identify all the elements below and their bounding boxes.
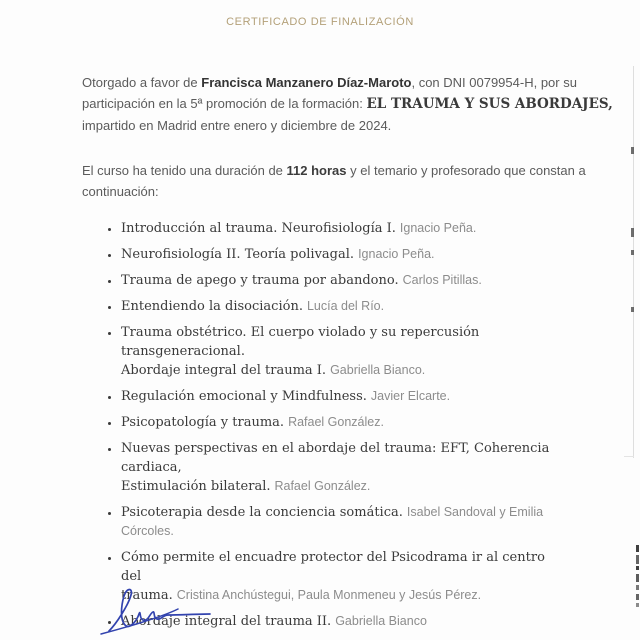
intro-paragraph [82, 72, 613, 136]
duration-line-2: continuación: [82, 184, 159, 199]
signature [96, 584, 216, 640]
scan-artifact-speck [631, 228, 634, 237]
duration-text: y el temario y profesorado que constan a [346, 163, 586, 178]
syllabus-list [82, 219, 560, 631]
topic-text: Abordaje integral del trauma II. [121, 614, 332, 629]
syllabus-item [121, 503, 560, 541]
instructor-text: Cristina Anchústegui, Paula Monmeneu y Jesús Pérez. [176, 588, 482, 602]
topic-text: Trauma de apego y trauma por abandono. [121, 273, 399, 288]
intro-text: , con DNI 0079954-H, por su [411, 75, 577, 90]
topic-text: • Trauma obstétrico. El cuerpo violado y su repercusión transgeneracional. [121, 325, 480, 359]
certificate-title: CERTIFICADO DE FINALIZACIÓN [226, 16, 414, 28]
scan-artifact-vertical-line [633, 66, 634, 458]
syllabus-item [121, 219, 560, 238]
duration-text: El curso ha tenido una duración de [82, 163, 287, 178]
scan-artifact-speck [631, 307, 634, 312]
recipient-name: Francisca Manzanero Díaz-Maroto [201, 75, 412, 90]
intro-line-3: impartido en Madrid entre enero y diciembre de 2024. [82, 118, 392, 133]
topic-text: Estimulación bilateral. [121, 479, 271, 494]
topic-text: Neurofisiología II. Teoría polivagal. [121, 247, 355, 262]
syllabus-item [121, 245, 560, 264]
duration-paragraph [82, 160, 586, 202]
instructor-text: Javier Elcarte. [370, 389, 451, 403]
instructor-text: Rafael González. [274, 479, 371, 493]
syllabus-item [121, 387, 560, 406]
instructor-text: Ignacio Peña. [358, 247, 435, 261]
syllabus-item [121, 297, 560, 316]
intro-text: participación en la 5ª promoción de la formación: [82, 96, 367, 111]
syllabus-item [121, 413, 560, 432]
instructor-text: Carlos Pitillas. [402, 273, 482, 287]
duration-line-1 [82, 160, 586, 181]
scan-artifact-line-end [624, 456, 634, 457]
scan-artifact-speck [631, 147, 634, 154]
topic-text: Psicoterapia desde la conciencia somática. [121, 505, 403, 520]
scan-artifact-edge-dashes [636, 545, 639, 607]
intro-text: Otorgado a favor de [82, 75, 202, 90]
topic-text: Regulación emocional y Mindfulness. [121, 389, 367, 404]
topic-text: • Nuevas perspectivas en el abordaje del trauma: EFT, Coherencia cardiaca, [121, 441, 550, 475]
intro-line-1 [82, 72, 577, 93]
topic-text: • Cómo permite el encuadre protector del Psicodrama ir al centro del [121, 550, 545, 584]
instructor-text: Rafael González. [288, 415, 384, 429]
instructor-text: Gabriella Bianco [335, 614, 427, 628]
course-hours: 112 horas [286, 163, 347, 178]
topic-text: Psicopatología y trauma. [121, 415, 285, 430]
instructor-text: Lucía del Río. [306, 299, 385, 313]
course-title: EL TRAUMA Y SUS ABORDAJES, [366, 96, 613, 112]
syllabus-item [121, 323, 560, 380]
instructor-text: Ignacio Peña. [399, 221, 477, 235]
intro-line-2 [82, 93, 613, 115]
syllabus-item [121, 271, 560, 290]
instructor-text: Gabriella Bianco. [330, 363, 426, 377]
topic-text: Abordaje integral del trauma I. [121, 363, 327, 378]
syllabus-item [121, 439, 560, 496]
instructor-text: Isabel Sandoval y Emilia Córcoles. [121, 505, 544, 538]
topic-text: Entendiendo la disociación. [121, 299, 303, 314]
topic-text: trauma. [121, 588, 173, 603]
scan-artifact-speck [631, 250, 634, 255]
topic-text: Introducción al trauma. Neurofisiología I. [121, 221, 396, 236]
